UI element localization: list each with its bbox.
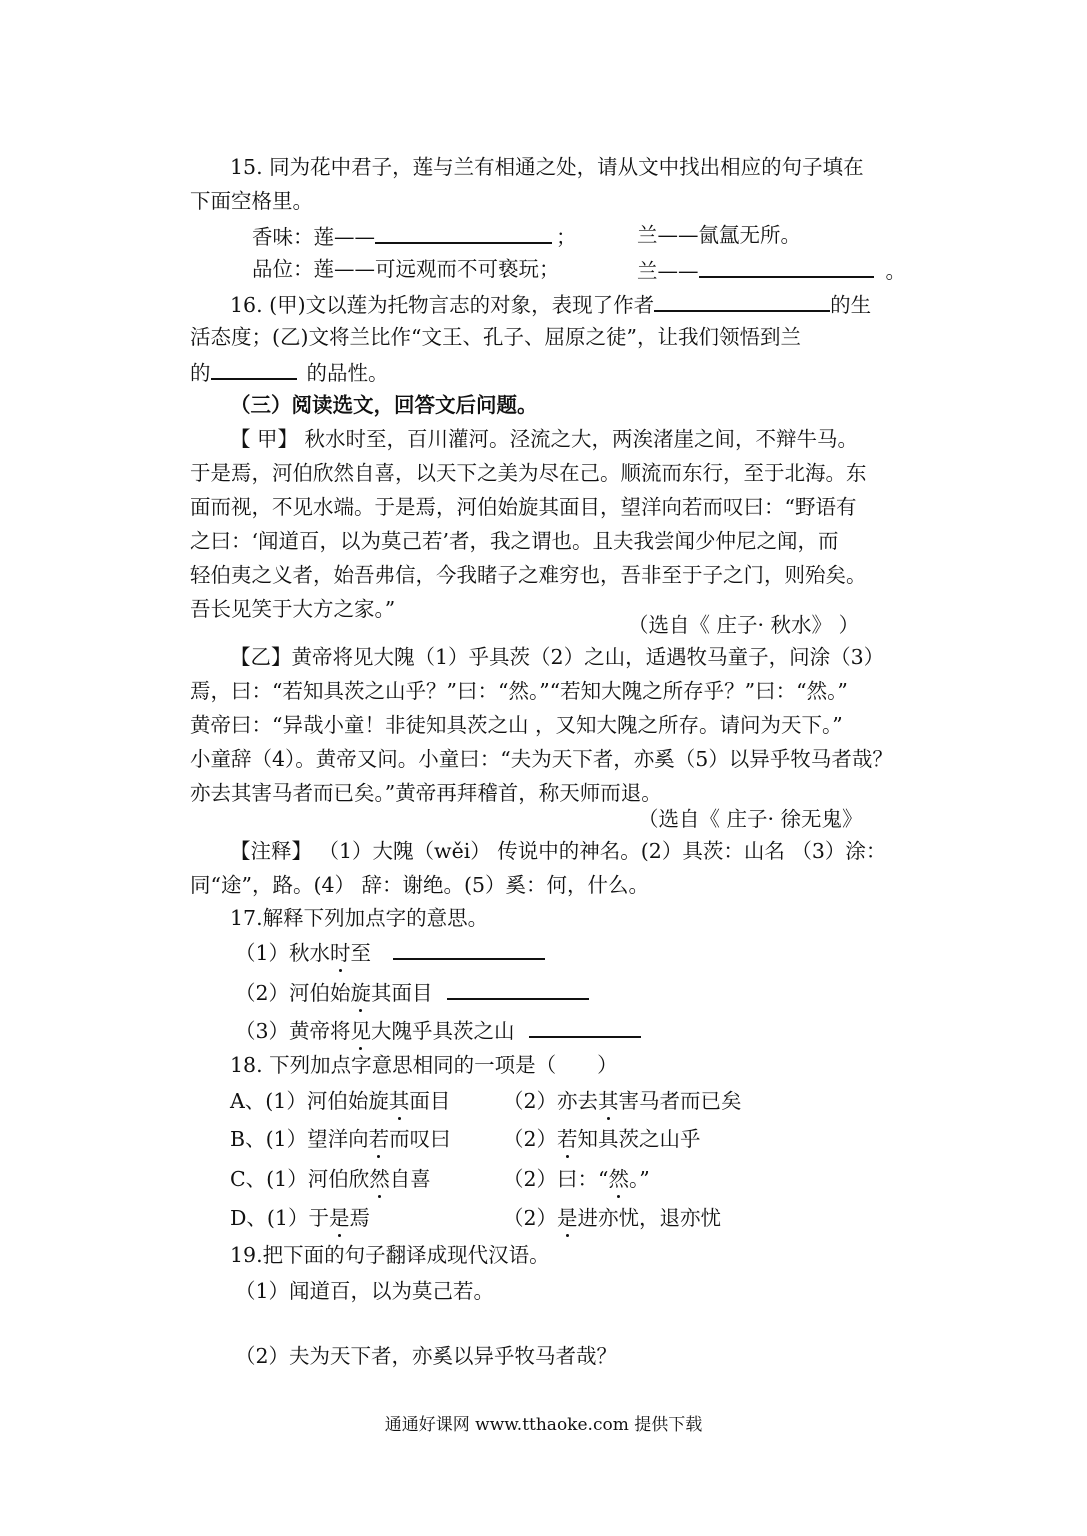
- q15-blank-1[interactable]: [375, 222, 552, 244]
- q17-item-3-pre: （3）黄帝将: [235, 1019, 351, 1043]
- q18-c2-pre: （2）曰：“: [503, 1167, 609, 1191]
- q17-item-2-post: 其面目: [371, 981, 433, 1005]
- q18-a1-dotted: 其: [388, 1089, 410, 1113]
- page-footer: 通通好课网 www.tthaoke.com 提供下载: [384, 1415, 703, 1435]
- q16-blank-1[interactable]: [654, 290, 830, 312]
- passage-jia-line: 之曰：‘闻道百，以为莫己若’者，我之谓也。且夫我尝闻少仲尼之闻，而: [190, 529, 839, 553]
- q18-b1-post: 而叹曰: [389, 1127, 451, 1151]
- passage-jia-line: 于是焉，河伯欣然自喜，以天下之美为尽在己。顺流而东行，至于北海。东: [190, 461, 867, 485]
- q17-item-1-pre: （1）秋水: [235, 941, 331, 965]
- q16-blank-2[interactable]: [211, 358, 297, 380]
- q18-b1-pre: B、(1）望洋向: [230, 1127, 369, 1151]
- q17-item-2-pre: （2）河伯始: [235, 981, 351, 1005]
- passage-yi-line: 黄帝曰：“异哉小童！非徒知具茨之山 ，又知大隗之所存。请问为天下。”: [190, 713, 843, 737]
- q16-line3: [190, 358, 389, 386]
- q16-line1: [230, 290, 871, 318]
- q18-d1-pre: D、(1）于: [230, 1206, 329, 1230]
- q18-option-b-part2: [503, 1126, 701, 1152]
- q18-d2-dotted: 是: [557, 1206, 578, 1230]
- q18-b2-pre: （2）: [503, 1127, 558, 1151]
- section-heading: （三）阅读选文，回答文后问题。: [230, 393, 538, 417]
- q17-item-2-dotted: 旋: [350, 981, 372, 1005]
- q18-option-a-part2: [503, 1088, 742, 1114]
- q18-title: 18. 下列加点字意思相同的一项是（ ）: [230, 1053, 618, 1077]
- notes-line2: 同“途”，路。(4） 辞：谢绝。(5）奚：何，什么。: [190, 873, 650, 897]
- q19-title: 19.把下面的句子翻译成现代汉语。: [230, 1243, 550, 1267]
- q17-item-1-dotted: 时: [330, 941, 351, 965]
- q15-line2: 下面空格里。: [190, 189, 313, 213]
- q18-option-b-part1[interactable]: [230, 1126, 451, 1152]
- q17-item-2: [235, 978, 589, 1006]
- q17-item-3-post: 大隗乎具茨之山: [371, 1019, 515, 1043]
- passage-yi-source: （选自《 庄子· 徐无鬼》: [638, 807, 863, 831]
- q18-option-c-part2: [503, 1166, 650, 1192]
- q17-item-3-dotted: 见: [350, 1019, 372, 1043]
- q18-option-c-part1[interactable]: [230, 1166, 431, 1192]
- passage-yi-line: 亦去其害马者而已矣。”黄帝再拜稽首，称天师而退。: [190, 781, 662, 805]
- q17-item-1-post: 至: [350, 941, 372, 965]
- q18-d2-post: 进亦忧，退亦忧: [577, 1206, 722, 1230]
- q18-d1-post: 焉: [349, 1206, 370, 1230]
- q18-c1-dotted: 然: [369, 1167, 390, 1191]
- q15-row1-orchid: 兰——氤氲无所。: [637, 223, 801, 247]
- q16-line3-start: 的: [190, 361, 211, 385]
- q18-a2-post: 害马者而已矣: [618, 1089, 742, 1113]
- q15-row2-orchid: [637, 256, 906, 284]
- q18-a2-pre: （2）亦去: [503, 1089, 599, 1113]
- q18-b2-dotted: 若: [557, 1127, 578, 1151]
- q16-line3-end: 的品性。: [306, 361, 389, 385]
- q18-c1-pre: C、(1）河伯欣: [230, 1167, 370, 1191]
- passage-jia-line: 轻伯夷之义者，始吾弗信，今我睹子之难穷也，吾非至于子之门，则殆矣。: [190, 563, 867, 587]
- q15-row2-label: 兰——: [637, 259, 699, 283]
- passage-yi-line: 【乙】黄帝将见大隗（1）乎具茨（2）之山，适遇牧马童子，问涂（3）: [230, 645, 885, 669]
- q18-a1-pre: A、(1）河伯始旋: [230, 1089, 389, 1113]
- q18-c1-post: 自喜: [389, 1167, 431, 1191]
- passage-yi-line: 小童辞（4）。黄帝又问。小童曰：“夫为天下者，亦奚（5）以异乎牧马者哉？: [190, 747, 893, 771]
- passage-jia-line: 面而视，不见水端。于是焉，河伯始旋其面目，望洋向若而叹曰：“野语有: [190, 495, 857, 519]
- q15-row1-lotus: [252, 222, 577, 250]
- q17-title: 17.解释下列加点字的意思。: [230, 906, 489, 930]
- q16-line1-end: 的生: [830, 293, 872, 317]
- q19-sentence-1: （1）闻道百，以为莫己若。: [235, 1279, 495, 1303]
- q18-option-d-part2: [503, 1205, 721, 1231]
- q18-a1-post: 面目: [409, 1089, 451, 1113]
- q15-row2-lotus: 品位：莲——可远观而不可亵玩；: [252, 257, 560, 281]
- passage-jia-line: 【 甲】 秋水时至，百川灌河。泾流之大，两涘渚崖之间，不辩牛马。: [230, 427, 859, 451]
- q18-a2-dotted: 其: [598, 1089, 619, 1113]
- passage-jia-source: （选自《 庄子· 秋水》 ）: [628, 613, 860, 637]
- q16-line2: 活态度；(乙)文将兰比作“文王、孔子、屈原之徒”，让我们领悟到兰: [190, 325, 801, 349]
- q17-blank-2[interactable]: [447, 978, 589, 1000]
- q15-row1-label: 香味：莲——: [252, 225, 375, 249]
- q18-c2-post: 。”: [629, 1167, 650, 1191]
- q18-option-d-part1[interactable]: [230, 1205, 370, 1231]
- q19-sentence-2: （2）夫为天下者，亦奚以异乎牧马者哉？: [235, 1344, 618, 1368]
- q18-c2-dotted: 然: [608, 1167, 630, 1191]
- q15-row1-semicolon: ；: [556, 225, 577, 249]
- q18-d2-pre: （2）: [503, 1206, 558, 1230]
- q15-row2-end: 。: [885, 259, 906, 283]
- q16-line1-text: 16. (甲)文以莲为托物言志的对象，表现了作者: [230, 293, 655, 317]
- q15-line1: 15. 同为花中君子，莲与兰有相通之处，请从文中找出相应的句子填在: [230, 155, 864, 179]
- q18-b1-dotted: 若: [368, 1127, 390, 1151]
- passage-jia-line: 吾长见笑于大方之家。”: [190, 597, 396, 621]
- q17-blank-1[interactable]: [393, 938, 545, 960]
- q18-option-a-part1[interactable]: [230, 1088, 450, 1114]
- q18-d1-dotted: 是: [328, 1206, 350, 1230]
- passage-yi-line: 焉，曰：“若知具茨之山乎？”曰：“然。”“若知大隗之所存乎？”曰：“然。”: [190, 679, 848, 703]
- q17-item-3: [235, 1016, 641, 1044]
- notes-line1: 【注释】 （1）大隗（wěi） 传说中的神名。(2）具茨：山名 （3）涂：: [230, 839, 887, 863]
- q15-blank-2[interactable]: [699, 256, 874, 278]
- q17-item-1: [235, 938, 545, 966]
- q18-b2-post: 知具茨之山乎: [577, 1127, 701, 1151]
- q17-blank-3[interactable]: [529, 1016, 641, 1038]
